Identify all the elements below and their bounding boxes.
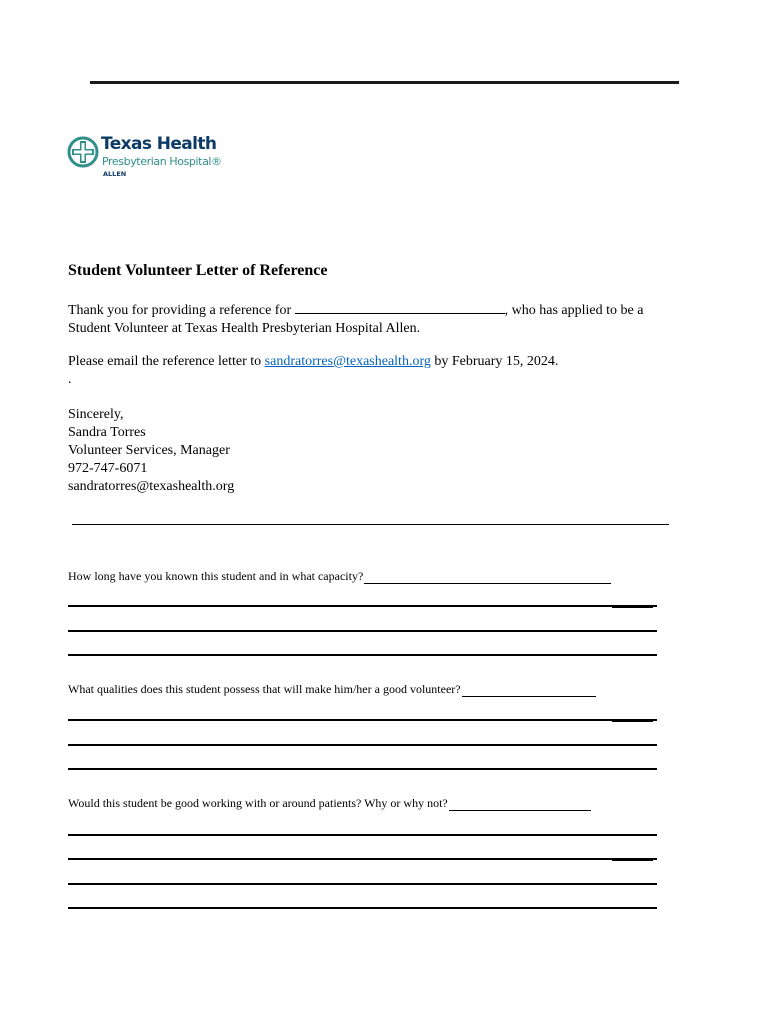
- letter-title: Student Volunteer Letter of Reference: [68, 262, 328, 279]
- signature-phone: 972-747-6071: [68, 461, 148, 476]
- logo-name-line2: Presbyterian Hospital®: [102, 155, 222, 168]
- answer-3-line-2-stub: [612, 859, 653, 861]
- question-3: [68, 796, 591, 811]
- section-divider: [72, 524, 669, 525]
- cross-circle-icon: [67, 136, 99, 168]
- answer-3-line-2[interactable]: [68, 858, 657, 860]
- signature-title: Volunteer Services, Manager: [68, 443, 230, 458]
- student-name-blank[interactable]: [295, 300, 505, 314]
- intro-paragraph: [68, 300, 686, 338]
- question-2: [68, 682, 596, 697]
- signature-closing: Sincerely,: [68, 407, 124, 422]
- question-2-text: What qualities does this student possess that will make him/her a good volunteer?: [68, 682, 461, 696]
- email-instruction-suffix: by February 15, 2024.: [434, 354, 559, 369]
- answer-2-line-2[interactable]: [68, 744, 657, 746]
- answer-2-blank-inline[interactable]: [462, 684, 596, 697]
- answer-2-line-1[interactable]: [68, 719, 657, 721]
- answer-2-line-1-stub: [612, 720, 653, 722]
- question-3-text: Would this student be good working with or around patients? Why or why not?: [68, 796, 448, 810]
- hospital-logo: [67, 134, 247, 186]
- answer-1-line-3[interactable]: [68, 654, 657, 656]
- answer-1-blank-inline[interactable]: [364, 571, 611, 584]
- email-link[interactable]: sandratorres@texashealth.org: [264, 354, 431, 369]
- answer-2-line-3[interactable]: [68, 768, 657, 770]
- signature-name: Sandra Torres: [68, 425, 146, 440]
- intro-text-start: Thank you for providing a reference for: [68, 303, 292, 318]
- answer-1-line-1[interactable]: [68, 605, 657, 607]
- intro-text-end: , who has applied to be a: [504, 303, 644, 318]
- answer-3-blank-inline[interactable]: [449, 798, 591, 811]
- logo-location: ALLEN: [103, 170, 127, 178]
- intro-text-line2: Student Volunteer at Texas Health Presbyterian Hospital Allen.: [68, 321, 421, 336]
- answer-3-line-4[interactable]: [68, 907, 657, 909]
- answer-1-line-1-stub: [612, 606, 653, 608]
- answer-3-line-1[interactable]: [68, 834, 657, 836]
- question-1-text: How long have you known this student and in what capacity?: [68, 569, 364, 583]
- top-rule: [90, 81, 679, 84]
- email-instruction-prefix: Please email the reference letter to: [68, 354, 262, 369]
- email-instruction: [68, 354, 558, 370]
- logo-name-line1: Texas Health: [101, 134, 217, 154]
- answer-3-line-3[interactable]: [68, 883, 657, 885]
- stray-period: .: [68, 372, 72, 387]
- answer-1-line-2[interactable]: [68, 630, 657, 632]
- signature-block: [68, 406, 234, 496]
- question-1: [68, 569, 611, 584]
- signature-email: sandratorres@texashealth.org: [68, 479, 235, 494]
